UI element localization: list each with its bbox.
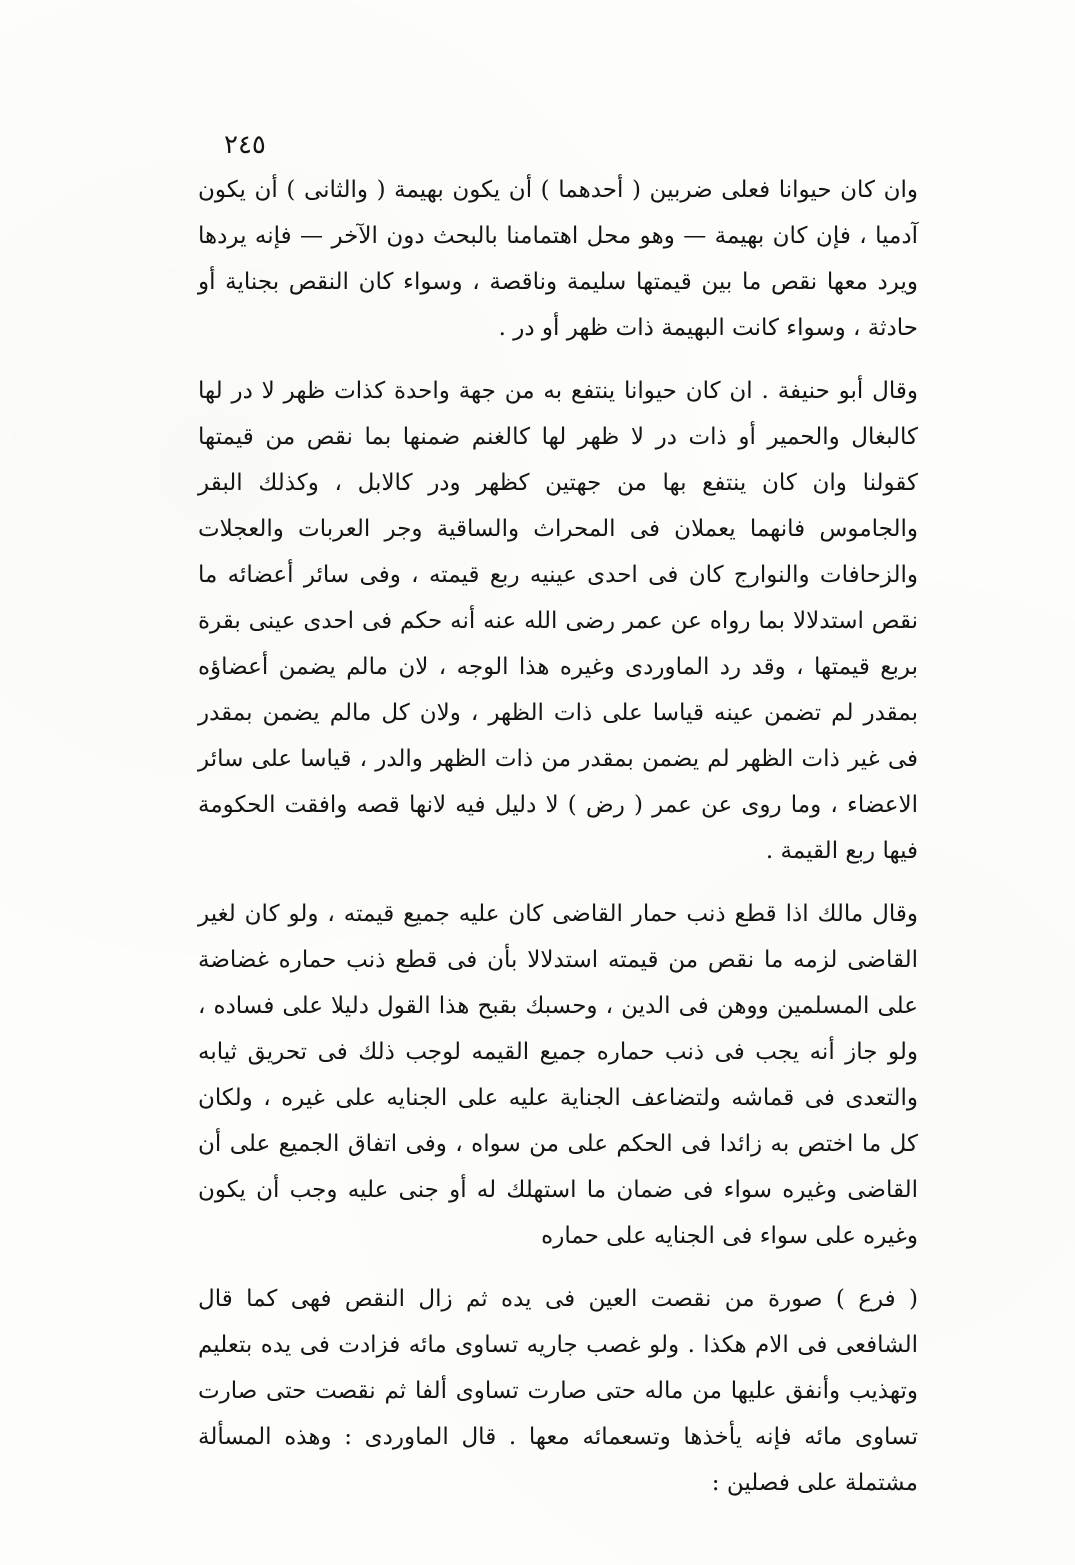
page-number: ٢٤٥ [224, 130, 266, 160]
paragraph-4: ( فرع ) صورة من نقصت العين فى يده ثم زال النقص فهى كما قال الشافعى فى الام هكذا . ولو غصب جاريه تساوى مائه فزادت فى يده بتعليم وتهذيب وأنفق عليها من ماله حتى صارت تساوى ألفا ثم نقصت حتى صارت تساوى مائه فإنه يأخذها وتسعمائه معها . قال الماوردى : وهذه المسألة مشتملة على فصلين : [198, 1286, 918, 1496]
paragraph-1: وان كان حيوانا فعلى ضربين ( أحدهما ) أن يكون بهيمة ( والثانى ) أن يكون آدميا ، فإن كان بهيمة — وهو محل اهتمامنا بالبحث دون الآخر — فإنه يردها ويرد معها نقص ما بين قيمتها سليمة وناقصة ، وسواء كان النقص بجناية أو حادثة ، وسواء كانت البهيمة ذات ظهر أو در . [198, 177, 918, 341]
body-text [198, 167, 918, 1506]
paragraph-3: وقال مالك اذا قطع ذنب حمار القاضى كان عليه جميع قيمته ، ولو كان لغير القاضى لزمه ما نقص من قيمته استدلالا بأن فى قطع ذنب حماره غضاضة على المسلمين ووهن فى الدين ، وحسبك بقبح هذا القول دليلا على فساده ، ولو جاز أنه يجب فى ذنب حماره جميع القيمه لوجب ذلك فى تحريق ثيابه والتعدى فى قماشه ولتضاعف الجناية عليه على الجنايه على غيره ، ولكان كل ما اختص به زائدا فى الحكم على من سواه ، وفى اتفاق الجميع على أن القاضى وغيره سواء فى ضمان ما استهلك له أو جنى عليه وجب أن يكون وغيره على سواء فى الجنايه على حماره [198, 901, 918, 1249]
paragraph-2: وقال أبو حنيفة . ان كان حيوانا ينتفع به من جهة واحدة كذات ظهر لا در لها كالبغال والحمير أو ذات در لا ظهر لها كالغنم ضمنها بما نقص من قيمتها كقولنا وان كان ينتفع بها من جهتين كظهر ودر كالابل ، وكذلك البقر والجاموس فانهما يعملان فى المحراث والساقية وجر العربات والعجلات والزحافات والنوارج كان فى احدى عينيه ربع قيمته ، وفى سائر أعضائه ما نقص استدلالا بما رواه عن عمر رضى الله عنه أنه حكم فى احدى عينى بقرة بربع قيمتها ، وقد رد الماوردى وغيره هذا الوجه ، لان مالم يضمن أعضاؤه بمقدر لم تضمن عينه قياسا على ذات الظهر ، ولان كل مالم يضمن بمقدر فى غير ذات الظهر لم يضمن بمقدر من ذات الظهر والدر ، قياسا على سائر الاعضاء ، وما روى عن عمر ( رض ) لا دليل فيه لانها قصه وافقت الحكومة فيها ربع القيمة . [198, 378, 918, 864]
